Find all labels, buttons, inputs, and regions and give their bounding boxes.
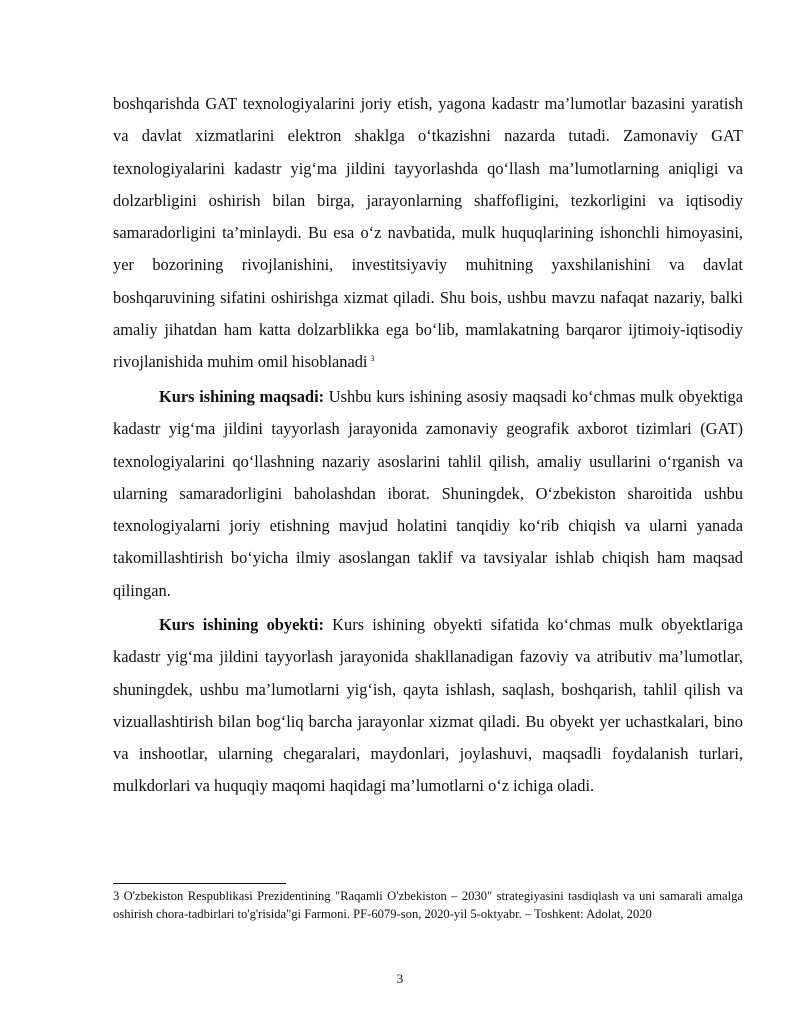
footnote-separator: [113, 883, 286, 884]
footnote-reference: 3: [370, 353, 375, 363]
paragraph-text: [113, 609, 743, 803]
paragraph-object: [113, 609, 743, 803]
paragraph-body: boshqarishda GAT texnologiyalarini joriy etish, yagona kadastr ma’lumotlar bazasini yaratish va davlat xizmatlarini elektron shaklga o‘tkazishni nazarda tutadi. Zamonaviy GAT texnologiyalarini kadastr yig‘ma jildini tayyorlashda qo‘llash ma’lumotlarning aniqligi va dolzarbligini oshirish bilan birga, jarayonlarning shaffofligini, tezkorligini va iqtisodiy samaradorligini ta’minlaydi. Bu esa o‘z navbatida, mulk huquqlarining ishonchli himoyasini, yer bozorining rivojlanishini, investitsiyaviy muhitning yaxshilanishini va davlat boshqaruvining sifatini oshirishga xizmat qiladi. Shu bois, ushbu mavzu nafaqat nazariy, balki amaliy jihatdan ham katta dolzarblikka ega bo‘lib, mamlakatning barqaror ijtimoiy-iqtisodiy rivojlanishida muhim omil hisoblanadi: [113, 94, 743, 372]
page-number: 3: [396, 971, 404, 986]
paragraph-body: Kurs ishining obyekti sifatida ko‘chmas mulk obyektlariga kadastr yig‘ma jildini tayyorlash jarayonida shakllanadigan fazoviy va atributiv ma’lumotlar, shuningdek, ushbu ma’lumotlarni yig‘ish, qayta ishlash, saqlash, boshqarish, tahlil qilish va vizuallashtirish bilan bog‘liq barcha jarayonlar xizmat qiladi. Bu obyekt yer uchastkalari, bino va inshootlar, ularning chegaralari, maydonlari, joylashuvi, maqsadli foydalanish turlari, mulkdorlari va huquqiy maqomi haqidagi ma’lumotlarni o‘z ichiga oladi.: [113, 615, 743, 796]
paragraph-heading: Kurs ishining maqsadi:: [159, 387, 325, 406]
paragraph-intro: [113, 88, 743, 379]
paragraph-goal: [113, 381, 743, 607]
paragraph-text: [113, 381, 743, 607]
paragraph-body: Ushbu kurs ishining asosiy maqsadi ko‘chmas mulk obyektiga kadastr yig‘ma jildini tayyorlash jarayonida zamonaviy geografik axborot tizimlari (GAT) texnologiyalarini qo‘llashning nazariy asoslarini tahlil qilish, amaliy usullarini o‘rganish va ularning samaradorligini baholashdan iborat. Shuningdek, O‘zbekiston sharoitida ushbu texnologiyalarni joriy etishning mavjud holatini tanqidiy ko‘rib chiqish va ularni yanada takomillashtirish bo‘yicha ilmiy asoslangan taklif va tavsiyalar ishlab chiqish ham maqsad qilingan.: [113, 387, 744, 600]
paragraph-heading: Kurs ishining obyekti:: [159, 615, 324, 634]
footnote: 3 O'zbekiston Respublikasi Prezidentining "Raqamli O'zbekiston – 2030" strategiyasini tasdiqlash va uni samarali amalga oshirish chora-tadbirlari to'g'risida"gi Farmoni. PF-6079-son, 2020-yil 5-oktyabr. – Toshkent: Adolat, 2020: [113, 889, 743, 921]
paragraph-text: [113, 88, 743, 379]
